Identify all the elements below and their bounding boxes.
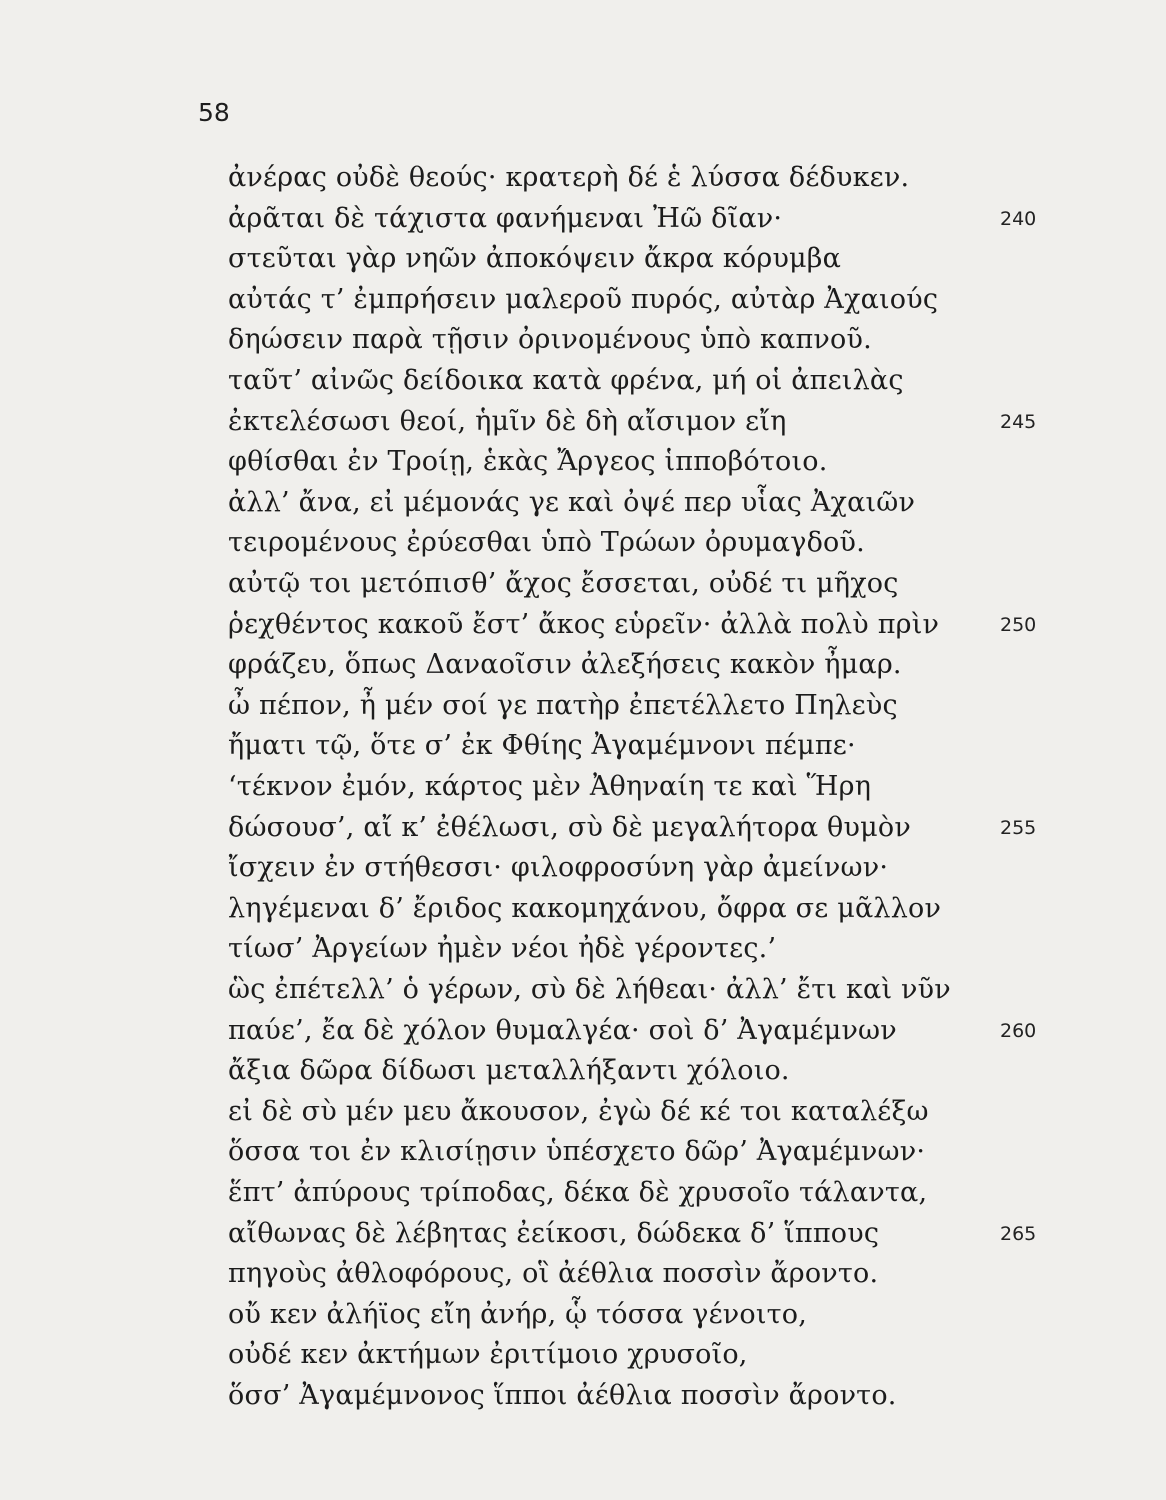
verse-line — [0, 280, 1166, 320]
verse-text: τειρομένους ἐρύεσθαι ὑπὸ Τρώων ὀρυμαγδοῦ. — [228, 527, 865, 559]
line-number: 250 — [1000, 613, 1037, 636]
verse-text: ὦ πέπον, ἦ μέν σοί γε πατὴρ ἐπετέλλετο Πηλεὺς — [228, 689, 898, 721]
verse-text: ἴσχειν ἐν στήθεσσι· φιλοφροσύνη γὰρ ἀμείνων· — [228, 852, 889, 884]
verse-line — [0, 605, 1166, 645]
verse-line — [0, 848, 1166, 888]
verse-text: ‘τέκνον ἐμόν, κάρτος μὲν Ἀθηναίη τε καὶ Ἥρη — [228, 771, 872, 802]
verse-line — [0, 645, 1166, 685]
verse-text: οὔ κεν ἀλήϊος εἴη ἀνήρ, ᾧ τόσσα γένοιτο, — [228, 1298, 807, 1330]
verse-line — [0, 767, 1166, 807]
verse-line — [0, 889, 1166, 929]
verse-line — [0, 686, 1166, 726]
verse-text: αὐτάς τ’ ἐμπρήσειν μαλεροῦ πυρός, αὐτὰρ Ἀχαιούς — [228, 283, 939, 315]
verse-line — [0, 442, 1166, 482]
verse-line — [0, 564, 1166, 604]
verse-line — [0, 1051, 1166, 1091]
verse-line — [0, 1214, 1166, 1254]
verse-text: ἕπτ’ ἀπύρους τρίποδας, δέκα δὲ χρυσοῖο τάλαντα, — [228, 1177, 928, 1208]
verse-line — [0, 1092, 1166, 1132]
line-number: 260 — [1000, 1019, 1037, 1042]
verse-text: τίωσ’ Ἀργείων ἠμὲν νέοι ἠδὲ γέροντες.’ — [228, 933, 777, 965]
verse-line — [0, 158, 1166, 198]
verse-text: οὐδέ κεν ἀκτήμων ἐριτίμοιο χρυσοῖο, — [228, 1339, 748, 1371]
verse-text: αἴθωνας δὲ λέβητας ἐείκοσι, δώδεκα δ’ ἵππους — [228, 1217, 880, 1249]
verse-text: ἐκτελέσωσι θεοί, ἡμῖν δὲ δὴ αἴσιμον εἴη — [228, 405, 787, 437]
verse-line — [0, 1173, 1166, 1213]
verse-text: πηγοὺς ἀθλοφόρους, οἳ ἀέθλια ποσσὶν ἄροντο. — [228, 1258, 879, 1290]
verse-line — [0, 523, 1166, 563]
verse-line — [0, 929, 1166, 969]
line-number: 240 — [1000, 207, 1037, 230]
verse-text: παύε’, ἔα δὲ χόλον θυμαλγέα· σοὶ δ’ Ἀγαμέμνων — [228, 1014, 897, 1046]
verse-line — [0, 1335, 1166, 1375]
verse-line — [0, 239, 1166, 279]
verse-text: φράζευ, ὅπως Δαναοῖσιν ἀλεξήσεις κακὸν ἦμαρ. — [228, 649, 902, 681]
verse-line — [0, 1132, 1166, 1172]
verse-text: ἀνέρας οὐδὲ θεούς· κρατερὴ δέ ἑ λύσσα δέδυκεν. — [228, 162, 910, 193]
verse-line — [0, 402, 1166, 442]
verse-text: ὅσσ’ Ἀγαμέμνονος ἵπποι ἀέθλια ποσσὶν ἄροντο. — [228, 1380, 897, 1411]
page-number: 58 — [198, 98, 230, 127]
verse-text: δηώσειν παρὰ τῇσιν ὀρινομένους ὑπὸ καπνοῦ. — [228, 324, 872, 356]
verse-line — [0, 361, 1166, 401]
verse-text: δώσουσ’, αἴ κ’ ἐθέλωσι, σὺ δὲ μεγαλήτορα θυμὸν — [228, 811, 911, 843]
verse-line — [0, 1295, 1166, 1335]
verse-text: ὣς ἐπέτελλ’ ὁ γέρων, σὺ δὲ λήθεαι· ἀλλ’ ἔτι καὶ νῦν — [228, 974, 951, 1005]
verse-text: φθίσθαι ἐν Τροίῃ, ἑκὰς Ἄργεος ἱπποβότοιο. — [228, 446, 828, 478]
verse-text: αὐτῷ τοι μετόπισθ’ ἄχος ἔσσεται, οὐδέ τι μῆχος — [228, 568, 899, 599]
verse-text: ἀλλ’ ἄνα, εἰ μέμονάς γε καὶ ὀψέ περ υἷας Ἀχαιῶν — [228, 486, 916, 518]
verse-text: ταῦτ’ αἰνῶς δείδοικα κατὰ φρένα, μή οἱ ἀπειλὰς — [228, 365, 904, 396]
verse-text: ἄξια δῶρα δίδωσι μεταλλήξαντι χόλοιο. — [228, 1055, 790, 1087]
verse-line — [0, 1376, 1166, 1416]
verse-line — [0, 1011, 1166, 1051]
verse-line — [0, 320, 1166, 360]
verse-line — [0, 970, 1166, 1010]
verse-text: στεῦται γὰρ νηῶν ἀποκόψειν ἄκρα κόρυμβα — [228, 243, 842, 275]
verse-line — [0, 808, 1166, 848]
line-number: 265 — [1000, 1222, 1037, 1245]
verse-text: ἀρᾶται δὲ τάχιστα φανήμεναι Ἠῶ δῖαν· — [228, 202, 783, 234]
line-number: 255 — [1000, 816, 1037, 839]
verse-text: ληγέμεναι δ’ ἔριδος κακομηχάνου, ὄφρα σε μᾶλλον — [228, 892, 942, 924]
verse-text: εἰ δὲ σὺ μέν μευ ἄκουσον, ἐγὼ δέ κέ τοι καταλέξω — [228, 1095, 929, 1127]
verse-text: ῥεχθέντος κακοῦ ἔστ’ ἄκος εὑρεῖν· ἀλλὰ πολὺ πρὶν — [228, 608, 940, 640]
verse-line — [0, 199, 1166, 239]
line-number: 245 — [1000, 410, 1037, 433]
verse-text: ὅσσα τοι ἐν κλισίῃσιν ὑπέσχετο δῶρ’ Ἀγαμέμνων· — [228, 1136, 926, 1168]
verse-line — [0, 1254, 1166, 1294]
verse-text: ἤματι τῷ, ὅτε σ’ ἐκ Φθίης Ἀγαμέμνονι πέμπε· — [228, 730, 856, 762]
verse-line — [0, 726, 1166, 766]
verse-line — [0, 483, 1166, 523]
